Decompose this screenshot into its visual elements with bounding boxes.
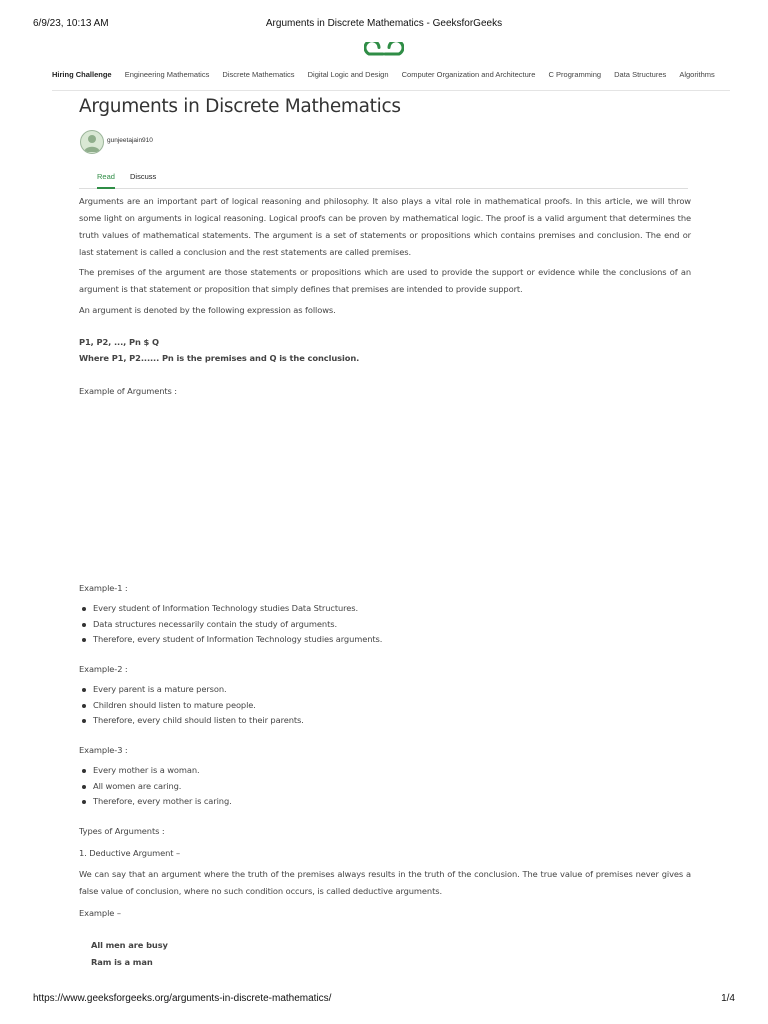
- bullet-icon: [82, 785, 86, 789]
- code-premise-1: All men are busy: [91, 940, 168, 950]
- bullet-icon: [82, 688, 86, 692]
- list-item-text: Every mother is a woman.: [93, 765, 200, 775]
- nav-item-discrete-mathematics[interactable]: Discrete Mathematics: [222, 70, 295, 79]
- author-avatar[interactable]: [80, 130, 104, 154]
- tab-read[interactable]: Read: [97, 172, 115, 189]
- list-item: [79, 763, 232, 779]
- example-label: Example –: [79, 908, 121, 918]
- intro-paragraph: Arguments are an important part of logical reasoning and philosophy. It also plays a vital role in mathematical proofs. In this article, we will throw some light on arguments in logical reasoning. Logical proofs can be proven by mathematical logic. The proof is a valid argument that determines the truth values of mathematical statements. The argument is a set of statements or propositions which contains premises and conclusion. The end or last statement is called a conclusion and the rest statements are called premises.: [79, 196, 691, 257]
- bullet-icon: [82, 769, 86, 773]
- nav-item-c-programming[interactable]: C Programming: [548, 70, 602, 79]
- print-datetime: 6/9/23, 10:13 AM: [33, 18, 109, 29]
- nav-item-digital-logic[interactable]: Digital Logic and Design: [307, 70, 389, 79]
- list-item: [79, 617, 382, 633]
- list-item: [79, 601, 382, 617]
- bullet-icon: [82, 800, 86, 804]
- print-page-title: Arguments in Discrete Mathematics - GeeksforGeeks: [265, 18, 503, 29]
- author-name[interactable]: gunjeetajain910: [107, 137, 153, 144]
- page-url: https://www.geeksforgeeks.org/arguments-in-discrete-mathematics/: [33, 993, 332, 1004]
- list-item-text: Children should listen to mature people.: [93, 699, 256, 710]
- example-1-list: [79, 601, 382, 648]
- list-item-text: All women are caring.: [93, 780, 182, 791]
- code-expression: P1, P2, ..., Pn $ Q: [79, 337, 159, 347]
- example-1-label: Example-1 :: [79, 583, 128, 593]
- list-item-text: Therefore, every child should listen to their parents.: [93, 715, 304, 725]
- bullet-icon: [82, 719, 86, 723]
- types-heading: Types of Arguments :: [79, 826, 165, 836]
- nav-item-computer-organization[interactable]: Computer Organization and Architecture: [401, 70, 536, 79]
- tab-discuss[interactable]: Discuss: [130, 172, 157, 181]
- user-avatar-icon: [81, 131, 103, 153]
- example-3-label: Example-3 :: [79, 745, 128, 755]
- bullet-icon: [82, 638, 86, 642]
- article-title: Arguments in Discrete Mathematics: [79, 96, 401, 117]
- list-item: [79, 779, 232, 795]
- nav-item-hiring-challenge[interactable]: Hiring Challenge: [52, 70, 112, 79]
- bullet-icon: [82, 607, 86, 611]
- bullet-icon: [82, 623, 86, 627]
- article-tabs: [79, 164, 688, 189]
- deductive-paragraph: We can say that an argument where the truth of the premises always results in the truth of the conclusion. The true value of premises never gives a false value of conclusion, where no such condition occurs, is called deductive arguments.: [79, 869, 691, 896]
- list-item-text: Data structures necessarily contain the study of arguments.: [93, 618, 337, 629]
- list-item-text: Therefore, every mother is caring.: [93, 796, 232, 806]
- example-3-list: [79, 763, 232, 810]
- example-2-label: Example-2 :: [79, 664, 128, 674]
- list-item: [79, 698, 304, 714]
- list-item-text: Every parent is a mature person.: [93, 684, 227, 694]
- code-premise-2: Ram is a man: [91, 957, 153, 967]
- gfg-logo-icon[interactable]: [364, 42, 404, 64]
- denoted-text: An argument is denoted by the following expression as follows.: [79, 305, 336, 315]
- list-item: [79, 632, 382, 648]
- list-item: [79, 794, 232, 810]
- bullet-icon: [82, 704, 86, 708]
- page-number: 1/4: [721, 993, 735, 1004]
- examples-heading: Example of Arguments :: [79, 386, 177, 396]
- example-2-list: [79, 682, 304, 729]
- nav-item-engineering-mathematics[interactable]: Engineering Mathematics: [124, 70, 210, 79]
- code-explanation: Where P1, P2...... Pn is the premises and Q is the conclusion.: [79, 353, 360, 363]
- top-navigation: [52, 62, 730, 91]
- nav-item-data-structures[interactable]: Data Structures: [614, 70, 667, 79]
- list-item: [79, 713, 304, 729]
- list-item-text: Therefore, every student of Information Technology studies arguments.: [93, 634, 383, 644]
- nav-item-algorithms[interactable]: Algorithms: [679, 70, 715, 79]
- list-item: [79, 682, 304, 698]
- print-header: [0, 18, 768, 32]
- premises-paragraph: The premises of the argument are those statements or propositions which are used to provide the support or evidence while the conclusions of an argument is that statement or proposition that simply defines that premises are intended to provide support.: [79, 267, 691, 294]
- list-item-text: Every student of Information Technology studies Data Structures.: [93, 603, 359, 613]
- deductive-heading: 1. Deductive Argument –: [79, 848, 180, 858]
